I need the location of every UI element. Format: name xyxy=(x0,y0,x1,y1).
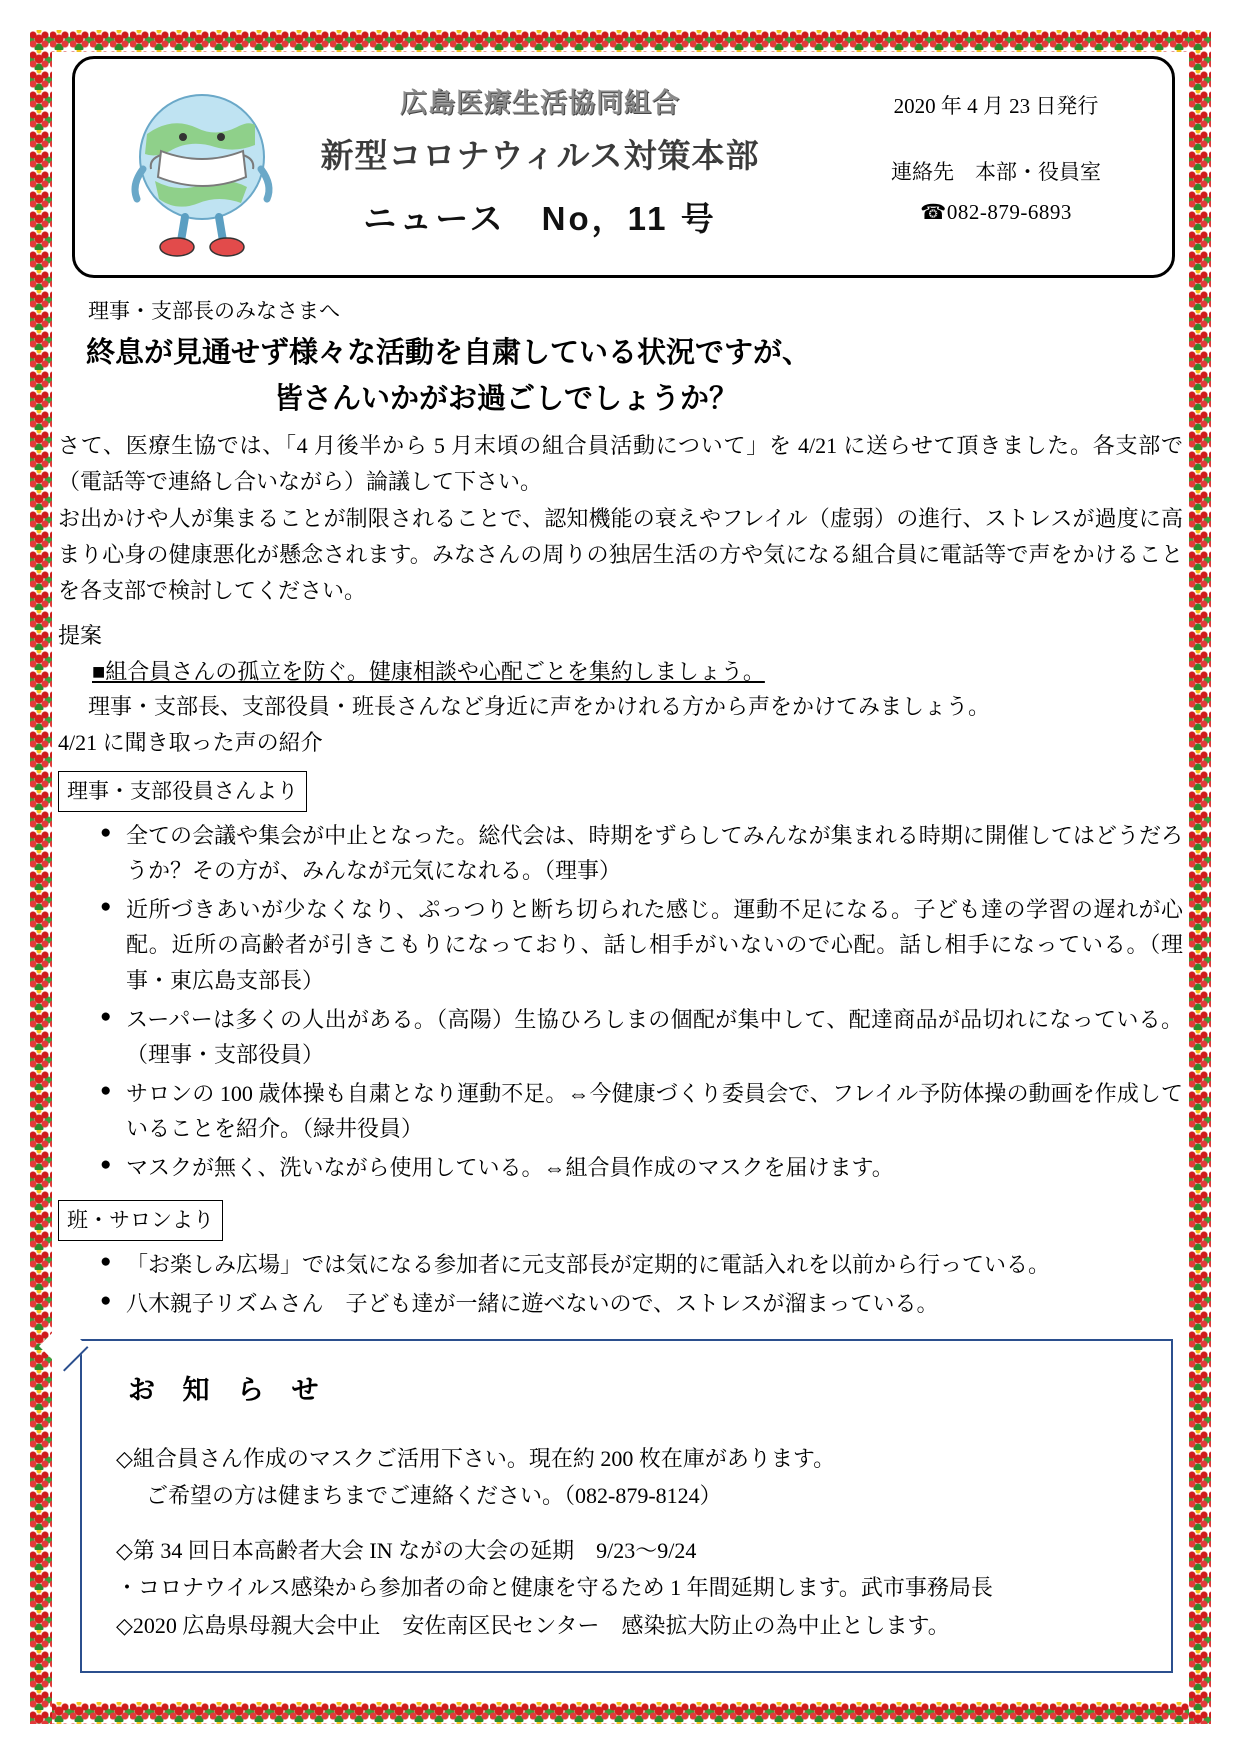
section-tag-salon: 班・サロンより xyxy=(58,1200,223,1241)
notice-line: ご希望の方は健まちまでご連絡ください。（082-879-8124） xyxy=(146,1482,722,1508)
voices-intro-label: 4/21 に聞き取った声の紹介 xyxy=(58,730,323,756)
notice-line: ◇組合員さん作成のマスクご活用下さい。現在約 200 枚在庫があります。 xyxy=(116,1445,836,1471)
list-item: ● 八木親子リズムさん 子ども達が一緒に遊べないので、ストレスが溜まっている。 xyxy=(100,1286,1183,1321)
headline-line-2: 皆さんいかがお過ごしでしょうか？ xyxy=(274,383,739,416)
border-band-top xyxy=(30,30,1211,52)
addressee-line: 理事・支部長のみなさまへ xyxy=(88,299,340,323)
news-issue-number: ニュース No，11 号 xyxy=(363,200,717,237)
masthead xyxy=(72,56,1175,278)
proposal-item: ■組合員さんの孤立を防ぐ。健康相談や心配ごとを集約しましょう。 xyxy=(92,658,765,684)
organization-name: 広島医療生活協同組合 xyxy=(400,88,680,118)
border-band-bottom xyxy=(30,1702,1211,1724)
page-content xyxy=(58,56,1183,1698)
intro-paragraph-2: お出かけや人が集まることが制限されることで、認知機能の衰えやフレイル（虚弱）の進行、ストレスが過度に高まり心身の健康悪化が懸念されます。みなさんの周りの独居生活の方や気になる組合員に電話等で声をかけることを各支部で検討してください。 xyxy=(58,506,1183,603)
notice-panel xyxy=(80,1339,1173,1673)
contact-phone: ☎082-879-6893 xyxy=(920,199,1072,224)
headline-line-1: 終息が見通せず様々な活動を自粛している状況ですが、 xyxy=(86,337,812,370)
salon-voices-list xyxy=(58,1247,1183,1321)
issue-date: 2020 年 4 月 23 日発行 xyxy=(893,94,1099,118)
contact-label: 連絡先 本部・役員室 xyxy=(891,159,1101,184)
notice-line: ◇第 34 回日本高齢者大会 IN ながの大会の延期 9/23～9/24 xyxy=(116,1538,697,1564)
earth-mascot-icon xyxy=(117,79,287,264)
notice-line: ・コロナウイルス感染から参加者の命と健康を守るため 1 年間延期します。武市事務局長 xyxy=(116,1575,993,1601)
proposal-detail: 理事・支部長、支部役員・班長さんなど身近に声をかけれる方から声をかけてみましょう。 xyxy=(88,694,991,720)
list-item: ● マスクが無く、洗いながら使用している。⇔組合員作成のマスクを届けます。 xyxy=(100,1150,1183,1185)
list-item: ● 全ての会議や集会が中止となった。総代会は、時期をずらしてみんなが集まれる時期に開催してはどうだろうか？その方が、みんなが元気になれる。（理事） xyxy=(100,818,1183,888)
notice-title: お 知 ら せ xyxy=(128,1375,329,1406)
list-item: ● 「お楽しみ広場」では気になる参加者に元支部長が定期的に電話入れを以前から行っている。 xyxy=(100,1247,1183,1282)
notice-spacer xyxy=(116,1515,1145,1533)
section-tag-officers: 理事・支部役員さんより xyxy=(58,771,307,812)
masthead-meta xyxy=(846,87,1146,233)
proposal-label: 提案 xyxy=(58,623,103,649)
list-item: ● スーパーは多くの人出がある。（高陽）生協ひろしまの個配が集中して、配達商品が品切れになっている。（理事・支部役員） xyxy=(100,1002,1183,1072)
list-item: ● サロンの 100 歳体操も自粛となり運動不足。⇔今健康づくり委員会で、フレイル予防体操の動画を作成していることを紹介。（緑井役員） xyxy=(100,1076,1183,1146)
border-band-left xyxy=(30,30,52,1724)
newsletter-body xyxy=(58,294,1183,1673)
headquarters-title: 新型コロナウィルス対策本部 xyxy=(320,137,760,174)
list-item: ● 近所づきあいが少なくなり、ぷっつりと断ち切られた感じ。運動不足になる。子ども達の学習の遅れが心配。近所の高齢者が引きこもりになっており、話し相手がいないので心配。話し相手になっている。（理事・東広島支部長） xyxy=(100,892,1183,998)
notice-line: ◇2020 広島県母親大会中止 安佐南区民センター 感染拡大防止の為中止とします。 xyxy=(116,1612,950,1638)
officer-voices-list xyxy=(58,818,1183,1186)
intro-paragraph-1: さて、医療生協では、「4 月後半から 5 月末頃の組合員活動について」を 4/21 に送らせて頂きました。各支部で（電話等で連絡し合いながら）論議して下さい。 xyxy=(58,433,1183,494)
masthead-titles xyxy=(310,81,770,240)
border-band-right xyxy=(1189,30,1211,1724)
